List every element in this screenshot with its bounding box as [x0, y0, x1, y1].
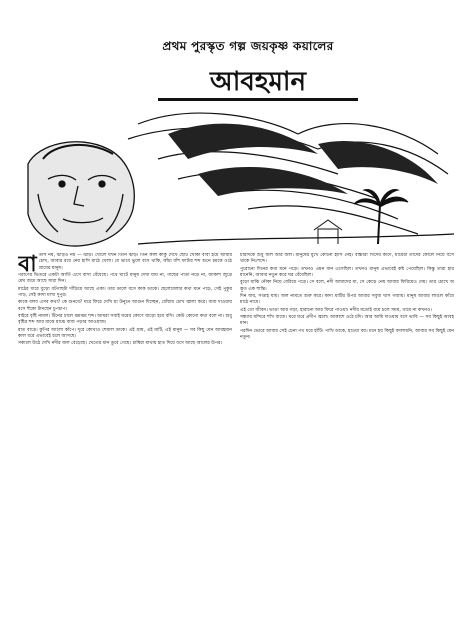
paragraph: সন্ধ্যায় মন্দিরে শাঁখ বাজে। ঘরে ঘরে প্রদীপ জ্বলে। আকাশে ওঠে চাঁদ। আর আমি দাওয়ায় বসে ভাবি — সব কিছুই আবহমান।	[240, 315, 454, 327]
paragraph: বুড়ো মাঝি নৌকা নিয়ে বেরিয়ে পড়ে। সে বলে, নদী আমাদের মা, সে কেড়ে নেয় আবার ফিরিয়েও দেয়। তার চোখে অদ্ভুত এক শান্তি।	[240, 280, 454, 292]
paragraph: পরাণের ভিতরে একটা আর্তি এসে বাসা বেঁধেছে। পথে ঘাটে মানুষ দেখা যায় না, গাছের পাতা নড়ে না, আকাশ জুড়ে মেঘ জমে আছে সারা দিন।	[18, 273, 232, 285]
dropcap: বা	[18, 253, 37, 277]
paragraph: চারদিকে শুধু জল আর জল। মানুষের মুখে কোনো হাসি নেই। বাচ্চারা খিদেয় কাঁদে, মায়েরা তাদের কোলে নিয়ে বসে থাকে নিঃশব্দে।	[240, 253, 454, 265]
text-column-right	[240, 253, 454, 623]
text-column-left	[18, 253, 232, 623]
paragraph: কাকে বলব এসব কথা? কে শুনবে? ঘরে ফিরে দেখি মা উনুনে আগুন দিচ্ছেন, ধোঁয়ায় চোখ জ্বালা করে। বাবা দাওয়ায় বসে হুঁকো টানছেন চুপচাপ।	[18, 300, 232, 312]
paragraph: রাত বাড়ে। কুপির আলো কাঁপে। দূরে কোথাও শেয়াল ডাকে। এই গ্রাম, এই মাটি, এই মানুষ — সব কিছু যেন আবহমান কাল ধরে এভাবেই চলে আসছে।	[18, 327, 232, 340]
paragraph: এই তো জীবন। ভাঙা আর গড়া, হারানো আর ফিরে পাওয়া। নদীর মতোই বয়ে চলে সময়, থামে না কখনও।	[240, 307, 433, 313]
magazine-page	[18, 18, 454, 624]
story-illustration	[18, 104, 454, 250]
paragraph: বাইরে বৃষ্টি নামল। টিনের চালে ঝমঝম শব্দ। আমরা সবাই ঘরের কোণে জড়ো হয়ে বসি। কেউ কোনো কথা বলে না। শুধু বৃষ্টির শব্দ আর মাঝে মাঝে বাজ পড়ার আওয়াজ।	[18, 314, 232, 326]
story-kicker: প্রথম পুরস্কৃত গল্প জয়কৃষ্ণ কয়ালের	[162, 39, 334, 53]
paragraph: পুরোনো দিনের কথা মনে পড়ে। তখনও এমন বান এসেছিল। তখনও মানুষ এভাবেই কষ্ট পেয়েছিল। কিন্তু তারা হার মানেনি, আবার নতুন করে ঘর বেঁধেছিল।	[240, 266, 454, 279]
paragraph: মাঠের ধারে বুড়ো বটগাছটা দাঁড়িয়ে আছে একা। তার ডালে বসে কাক ডাকে। ছেলেবেলার কথা মনে পড়ে, সেই পুকুর পাড়, সেই কাদা মাখা দুপুর।	[18, 286, 232, 299]
story-title: আবহমান	[158, 66, 358, 101]
paragraph: বাতাস নয়, ঝাড়ও নয় — ঝাড়। খোলে যখন তিনি ঝাড়। তিন কাল কাকু দেখে ছোট খোকা বাবা হয়ে আমার চোখ, আবার রয়ে নেয় হাসি মাঠে খেলা। যে ভাবে ভুলে বসে থাকি, কাঁচা বাঁশ ফাটার শব্দ শুনে চমকে ওঠে গ্রামের মানুষ।	[18, 253, 232, 277]
paragraph: সকালে উঠে দেখি নদীর জল বেড়েছে। খেতের ধান ডুবে গেছে। চাষিরা মাথায় হাত দিয়ে বসে আছে আলের উপর।	[18, 341, 223, 347]
paragraph: পরদিন ভোরে আবার সেই চেনা পথ ধরে হাঁটি। পাখি ডাকে, হাওয়া বয়। মনে হয় কিছুই বদলায়নি, আবার সব কিছুই যেন নতুন।	[240, 328, 454, 341]
paragraph: দিন যায়, সপ্তাহ যায়। জল নামতে শুরু করে। কাদা মাটির উপর আবার সবুজ ঘাস গজায়। মানুষ আবার লাঙল কাঁধে মাঠে নামে।	[240, 294, 454, 306]
